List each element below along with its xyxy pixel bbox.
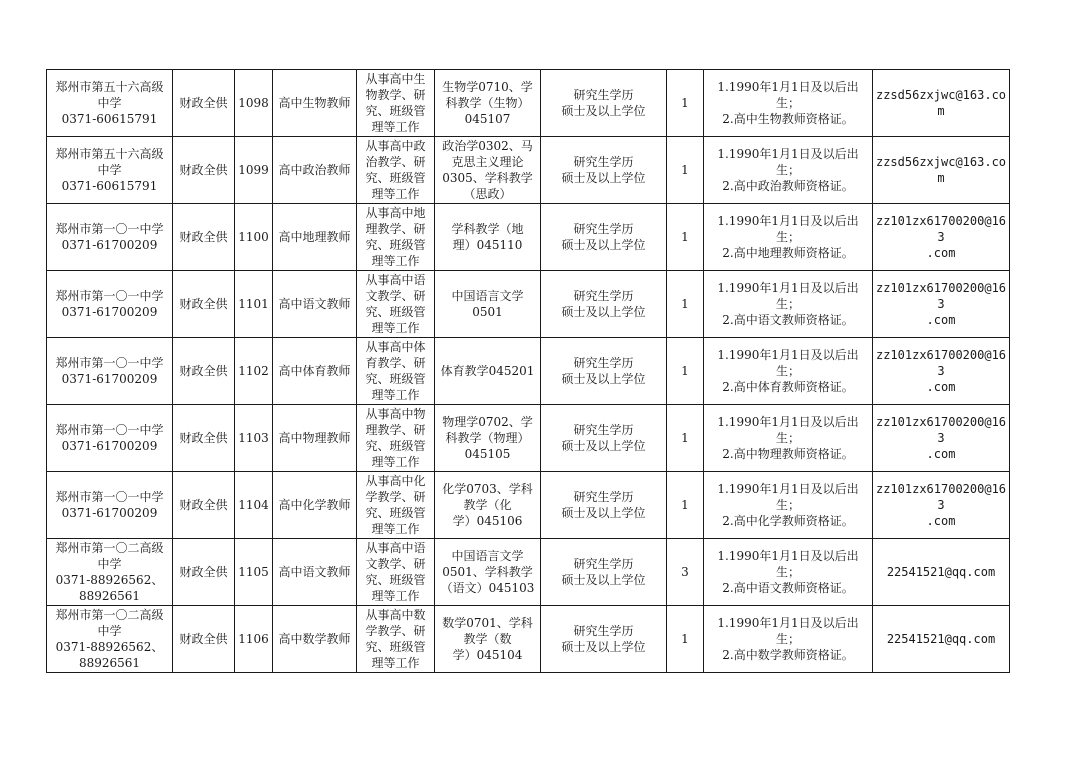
email-cell: [873, 539, 1010, 606]
major-line: 中国语言文学: [451, 549, 524, 563]
requirements-line: 2.高中生物教师资格证。: [722, 112, 854, 126]
education-line: 研究生学历: [573, 423, 634, 437]
post-name-cell: 高中物理教师: [273, 405, 357, 472]
funding-type-cell: 财政全供: [173, 338, 235, 405]
post-duty-cell: [357, 204, 435, 271]
requirements-cell: [704, 606, 873, 673]
table-row: [47, 472, 1010, 539]
requirements-line: 2.高中语文教师资格证。: [722, 581, 854, 595]
education-line: 硕士及以上学位: [561, 372, 646, 386]
table-row: [47, 539, 1010, 606]
major-line: 045107: [464, 112, 511, 126]
post-code-cell: 1099: [235, 137, 273, 204]
education-cell: [541, 70, 667, 137]
post-code-cell: 1102: [235, 338, 273, 405]
post-name-cell: 高中体育教师: [273, 338, 357, 405]
requirements-line: 生；: [775, 163, 800, 177]
post-duty-line: 学教学、研: [365, 490, 426, 504]
post-duty-line: 究、班级管: [365, 573, 426, 587]
major-line: 学科教学（地: [451, 222, 524, 236]
major-line: 克思主义理论: [451, 155, 524, 169]
post-duty-line: 理等工作: [371, 187, 420, 201]
major-cell: [435, 539, 541, 606]
requirements-cell: [704, 204, 873, 271]
unit-name-cell: [47, 606, 173, 673]
post-name-cell: 高中政治教师: [273, 137, 357, 204]
post-duty-line: 从事高中语: [365, 541, 426, 555]
major-line: 化学0703、学科: [442, 482, 533, 496]
post-code-cell: 1105: [235, 539, 273, 606]
post-name-cell: 高中语文教师: [273, 271, 357, 338]
requirements-line: 生；: [775, 230, 800, 244]
unit-name-line: 中学: [97, 624, 122, 638]
unit-name-line: 郑州市第一〇一中学: [55, 423, 164, 437]
email-cell: [873, 606, 1010, 673]
post-duty-line: 育教学、研: [365, 356, 426, 370]
unit-name-line: 郑州市第一〇一中学: [55, 356, 164, 370]
education-cell: [541, 405, 667, 472]
requirements-cell: [704, 70, 873, 137]
unit-name-cell: [47, 271, 173, 338]
table-row: [47, 137, 1010, 204]
headcount-cell: 3: [667, 539, 704, 606]
requirements-line: 2.高中政治教师资格证。: [722, 179, 854, 193]
post-duty-line: 从事高中数: [365, 608, 426, 622]
major-line: 教学（数: [463, 632, 512, 646]
post-code-cell: 1103: [235, 405, 273, 472]
email-cell: [873, 405, 1010, 472]
post-duty-line: 治教学、研: [365, 155, 426, 169]
education-line: 硕士及以上学位: [561, 439, 646, 453]
email-cell: [873, 70, 1010, 137]
major-cell: [435, 271, 541, 338]
email-cell: [873, 204, 1010, 271]
post-name-cell: 高中生物教师: [273, 70, 357, 137]
major-line: 教学（化: [463, 498, 512, 512]
requirements-line: 2.高中数学教师资格证。: [722, 648, 854, 662]
headcount-cell: 1: [667, 405, 704, 472]
education-line: 研究生学历: [573, 88, 634, 102]
unit-name-cell: [47, 539, 173, 606]
unit-name-line: 中学: [97, 557, 122, 571]
headcount-cell: 1: [667, 472, 704, 539]
major-line: 0305、学科教学: [442, 171, 533, 185]
email-line: zz101zx61700200@163: [875, 214, 1007, 244]
education-line: 硕士及以上学位: [561, 506, 646, 520]
major-line: 科教学（物理）: [445, 431, 530, 445]
unit-name-line: 中学: [97, 163, 122, 177]
unit-name-line: 0371-61700209: [61, 372, 158, 386]
unit-name-line: 0371-60615791: [61, 179, 158, 193]
post-duty-line: 从事高中生: [365, 72, 426, 86]
requirements-line: 1.1990年1月1日及以后出: [717, 348, 859, 362]
major-line: 学）045106: [452, 514, 523, 528]
requirements-line: 1.1990年1月1日及以后出: [717, 281, 859, 295]
post-name-cell: 高中地理教师: [273, 204, 357, 271]
unit-name-cell: [47, 70, 173, 137]
post-duty-line: 理等工作: [371, 455, 420, 469]
table-body: [47, 70, 1010, 673]
requirements-line: 1.1990年1月1日及以后出: [717, 415, 859, 429]
major-line: 体育教学045201: [440, 364, 535, 378]
education-cell: [541, 271, 667, 338]
requirements-line: 1.1990年1月1日及以后出: [717, 147, 859, 161]
table-row: [47, 70, 1010, 137]
post-name-cell: 高中化学教师: [273, 472, 357, 539]
post-duty-cell: [357, 271, 435, 338]
email-cell: [873, 338, 1010, 405]
post-duty-line: 从事高中物: [365, 407, 426, 421]
major-line: 0501: [472, 305, 503, 319]
unit-name-line: 郑州市第一〇一中学: [55, 289, 164, 303]
unit-name-line: 88926561: [78, 589, 141, 603]
education-cell: [541, 472, 667, 539]
funding-type-cell: 财政全供: [173, 137, 235, 204]
major-cell: [435, 204, 541, 271]
unit-name-line: 郑州市第一〇一中学: [55, 490, 164, 504]
education-cell: [541, 338, 667, 405]
post-code-cell: 1104: [235, 472, 273, 539]
requirements-cell: [704, 472, 873, 539]
post-duty-line: 理等工作: [371, 388, 420, 402]
education-line: 硕士及以上学位: [561, 238, 646, 252]
funding-type-cell: 财政全供: [173, 70, 235, 137]
headcount-cell: 1: [667, 338, 704, 405]
post-code-cell: 1106: [235, 606, 273, 673]
email-line: zz101zx61700200@163: [875, 415, 1007, 445]
unit-name-line: 88926561: [78, 656, 141, 670]
education-line: 研究生学历: [573, 490, 634, 504]
email-line: zz101zx61700200@163: [875, 348, 1007, 378]
major-cell: [435, 405, 541, 472]
requirements-cell: [704, 271, 873, 338]
post-duty-cell: [357, 338, 435, 405]
headcount-cell: 1: [667, 606, 704, 673]
post-duty-line: 从事高中政: [365, 139, 426, 153]
education-line: 研究生学历: [573, 155, 634, 169]
unit-name-line: 0371-61700209: [61, 305, 158, 319]
major-cell: [435, 472, 541, 539]
post-duty-line: 究、班级管: [365, 506, 426, 520]
unit-name-line: 0371-61700209: [61, 238, 158, 252]
education-cell: [541, 137, 667, 204]
requirements-line: 生；: [775, 364, 800, 378]
requirements-line: 生；: [775, 431, 800, 445]
requirements-cell: [704, 539, 873, 606]
funding-type-cell: 财政全供: [173, 271, 235, 338]
major-line: 0501、学科教学: [442, 565, 533, 579]
email-cell: [873, 271, 1010, 338]
post-code-cell: 1098: [235, 70, 273, 137]
post-duty-line: 文教学、研: [365, 557, 426, 571]
post-duty-line: 从事高中语: [365, 273, 426, 287]
post-duty-cell: [357, 606, 435, 673]
post-duty-line: 从事高中化: [365, 474, 426, 488]
unit-name-cell: [47, 137, 173, 204]
unit-name-cell: [47, 204, 173, 271]
requirements-line: 生；: [775, 297, 800, 311]
education-line: 研究生学历: [573, 557, 634, 571]
post-duty-cell: [357, 539, 435, 606]
education-line: 硕士及以上学位: [561, 104, 646, 118]
requirements-line: 1.1990年1月1日及以后出: [717, 214, 859, 228]
education-cell: [541, 606, 667, 673]
major-line: 政治学0302、马: [442, 139, 533, 153]
funding-type-cell: 财政全供: [173, 472, 235, 539]
requirements-line: 1.1990年1月1日及以后出: [717, 80, 859, 94]
email-line: 22541521@qq.com: [886, 565, 996, 579]
education-line: 硕士及以上学位: [561, 640, 646, 654]
major-line: 物理学0702、学: [442, 415, 533, 429]
unit-name-line: 郑州市第一〇二高级: [55, 541, 164, 555]
major-line: 数学0701、学科: [442, 616, 533, 630]
post-duty-line: 究、班级管: [365, 104, 426, 118]
funding-type-cell: 财政全供: [173, 539, 235, 606]
post-code-cell: 1100: [235, 204, 273, 271]
post-duty-line: 究、班级管: [365, 439, 426, 453]
requirements-cell: [704, 137, 873, 204]
major-cell: [435, 338, 541, 405]
post-duty-cell: [357, 70, 435, 137]
table-row: [47, 606, 1010, 673]
major-line: （思政）: [463, 187, 512, 201]
unit-name-line: 郑州市第一〇一中学: [55, 222, 164, 236]
requirements-line: 生；: [775, 565, 800, 579]
education-line: 研究生学历: [573, 624, 634, 638]
major-line: 理）045110: [452, 238, 523, 252]
headcount-cell: 1: [667, 137, 704, 204]
post-duty-line: 究、班级管: [365, 640, 426, 654]
requirements-line: 生；: [775, 96, 800, 110]
major-line: 045105: [464, 447, 511, 461]
email-line: .com: [926, 246, 956, 260]
post-duty-line: 学教学、研: [365, 624, 426, 638]
requirements-line: 2.高中物理教师资格证。: [722, 447, 854, 461]
major-cell: [435, 606, 541, 673]
requirements-line: 1.1990年1月1日及以后出: [717, 549, 859, 563]
email-line: .com: [926, 313, 956, 327]
education-line: 研究生学历: [573, 356, 634, 370]
headcount-cell: 1: [667, 204, 704, 271]
post-duty-line: 物教学、研: [365, 88, 426, 102]
post-duty-line: 究、班级管: [365, 238, 426, 252]
education-cell: [541, 204, 667, 271]
unit-name-cell: [47, 338, 173, 405]
requirements-cell: [704, 405, 873, 472]
post-duty-line: 究、班级管: [365, 372, 426, 386]
post-duty-line: 理等工作: [371, 120, 420, 134]
unit-name-cell: [47, 472, 173, 539]
post-duty-line: 理等工作: [371, 656, 420, 670]
education-line: 研究生学历: [573, 289, 634, 303]
major-line: 科教学（生物）: [445, 96, 530, 110]
post-duty-line: 从事高中体: [365, 340, 426, 354]
unit-name-line: 郑州市第五十六高级: [55, 80, 164, 94]
major-cell: [435, 137, 541, 204]
email-line: zzsd56zxjwc@163.com: [875, 88, 1007, 118]
post-duty-line: 文教学、研: [365, 289, 426, 303]
education-line: 硕士及以上学位: [561, 573, 646, 587]
email-line: zzsd56zxjwc@163.com: [875, 155, 1007, 185]
requirements-line: 生；: [775, 632, 800, 646]
unit-name-line: 0371-61700209: [61, 506, 158, 520]
email-cell: [873, 472, 1010, 539]
requirements-line: 2.高中语文教师资格证。: [722, 313, 854, 327]
email-line: zz101zx61700200@163: [875, 482, 1007, 512]
major-cell: [435, 70, 541, 137]
requirements-cell: [704, 338, 873, 405]
requirements-line: 2.高中地理教师资格证。: [722, 246, 854, 260]
post-duty-line: 理等工作: [371, 589, 420, 603]
funding-type-cell: 财政全供: [173, 405, 235, 472]
email-line: .com: [926, 380, 956, 394]
requirements-line: 生；: [775, 498, 800, 512]
education-line: 硕士及以上学位: [561, 305, 646, 319]
email-line: .com: [926, 447, 956, 461]
post-name-cell: 高中数学教师: [273, 606, 357, 673]
unit-name-line: 郑州市第五十六高级: [55, 147, 164, 161]
post-duty-line: 理教学、研: [365, 222, 426, 236]
major-line: 学）045104: [452, 648, 523, 662]
post-code-cell: 1101: [235, 271, 273, 338]
table-row: [47, 204, 1010, 271]
unit-name-cell: [47, 405, 173, 472]
headcount-cell: 1: [667, 271, 704, 338]
email-cell: [873, 137, 1010, 204]
funding-type-cell: 财政全供: [173, 606, 235, 673]
post-name-cell: 高中语文教师: [273, 539, 357, 606]
post-duty-line: 理教学、研: [365, 423, 426, 437]
funding-type-cell: 财政全供: [173, 204, 235, 271]
requirements-line: 2.高中化学教师资格证。: [722, 514, 854, 528]
post-duty-cell: [357, 137, 435, 204]
post-duty-line: 理等工作: [371, 321, 420, 335]
education-line: 研究生学历: [573, 222, 634, 236]
major-line: （语文）045103: [440, 581, 535, 595]
unit-name-line: 0371-61700209: [61, 439, 158, 453]
unit-name-line: 0371-60615791: [61, 112, 158, 126]
recruitment-table: [46, 69, 1010, 673]
email-line: 22541521@qq.com: [886, 632, 996, 646]
table-row: [47, 405, 1010, 472]
post-duty-line: 从事高中地: [365, 206, 426, 220]
major-line: 中国语言文学: [451, 289, 524, 303]
table-row: [47, 271, 1010, 338]
email-line: zz101zx61700200@163: [875, 281, 1007, 311]
headcount-cell: 1: [667, 70, 704, 137]
education-line: 硕士及以上学位: [561, 171, 646, 185]
unit-name-line: 中学: [97, 96, 122, 110]
major-line: 生物学0710、学: [442, 80, 533, 94]
post-duty-cell: [357, 472, 435, 539]
requirements-line: 1.1990年1月1日及以后出: [717, 616, 859, 630]
post-duty-line: 理等工作: [371, 522, 420, 536]
education-cell: [541, 539, 667, 606]
post-duty-line: 理等工作: [371, 254, 420, 268]
table-row: [47, 338, 1010, 405]
unit-name-line: 郑州市第一〇二高级: [55, 608, 164, 622]
unit-name-line: 0371-88926562、: [55, 640, 164, 654]
post-duty-cell: [357, 405, 435, 472]
post-duty-line: 究、班级管: [365, 171, 426, 185]
unit-name-line: 0371-88926562、: [55, 573, 164, 587]
requirements-line: 2.高中体育教师资格证。: [722, 380, 854, 394]
post-duty-line: 究、班级管: [365, 305, 426, 319]
requirements-line: 1.1990年1月1日及以后出: [717, 482, 859, 496]
email-line: .com: [926, 514, 956, 528]
